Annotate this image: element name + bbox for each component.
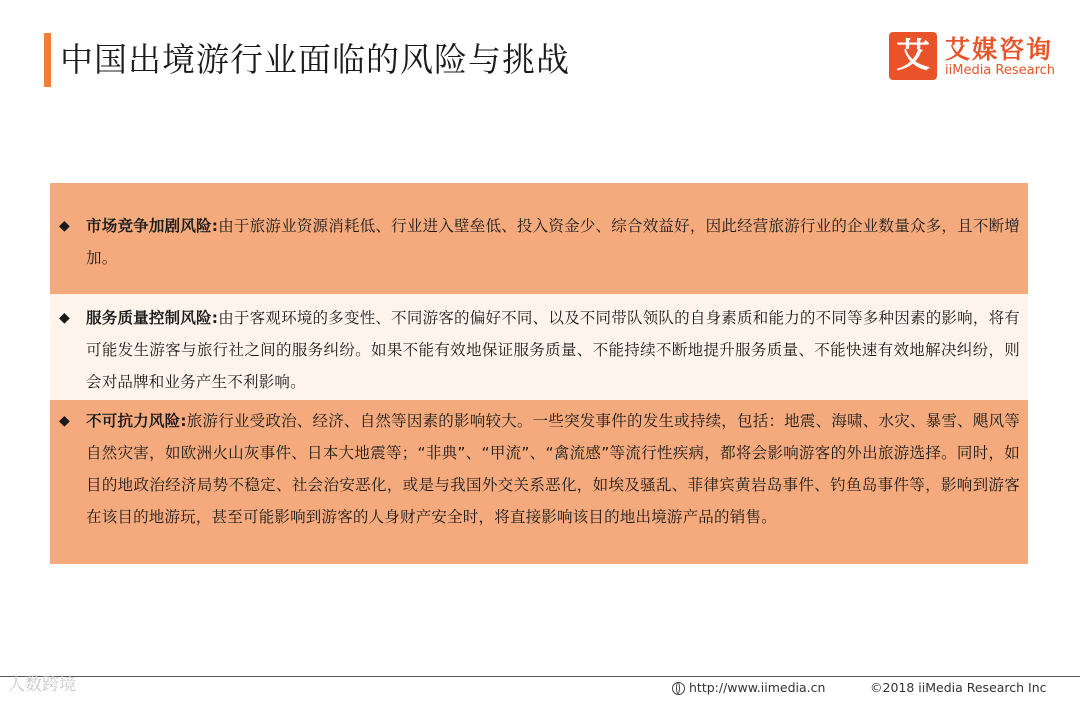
risk-item: [50, 302, 1028, 398]
watermark: 人数跨境: [8, 675, 76, 695]
risk-item: [50, 210, 1028, 274]
risk-label: 不可抗力风险:: [86, 412, 187, 430]
logo-name-en: iiMedia Research: [945, 63, 1056, 78]
risk-description: 由于旅游业资源消耗低、行业进入壁垒低、投入资金少、综合效益好，因此经营旅游行业的企业数量众多，且不断增加。: [86, 217, 1020, 267]
title-accent-bar: [44, 33, 51, 87]
footer-copyright: ©2018 iiMedia Research Inc: [870, 680, 1047, 695]
risk-label: 服务质量控制风险:: [86, 309, 219, 327]
footer-url[interactable]: [672, 680, 825, 695]
globe-icon: [672, 682, 685, 695]
footer-divider: [0, 676, 1080, 677]
risk-description: 旅游行业受政治、经济、自然等因素的影响较大。一些突发事件的发生或持续，包括：地震、海啸、水灾、暴雪、飓风等自然灾害，如欧洲火山灰事件、日本大地震等；“非典”、“甲流”、“禽流感”等流行性疾病，都将会影响游客的外出旅游选择。同时，如目的地政治经济局势不稳定、社会治安恶化，或是与我国外交关系恶化，如埃及骚乱、菲律宾黄岩岛事件、钓鱼岛事件等，影响到游客在该目的地游玩，甚至可能影响到游客的人身财产安全时，将直接影响该目的地出境游产品的销售。: [86, 412, 1020, 526]
logo-name-cn: 艾媒咨询: [945, 35, 1054, 64]
risk-text-block: [86, 405, 1020, 533]
diamond-bullet-icon: ◆: [59, 218, 70, 234]
risk-text-block: [86, 210, 1020, 274]
risk-panel-service-quality: [50, 294, 1028, 400]
risk-item: [50, 405, 1028, 533]
risk-description: 由于客观环境的多变性、不同游客的偏好不同、以及不同带队领队的自身素质和能力的不同等多种因素的影响，将有可能发生游客与旅行社之间的服务纠纷。如果不能有效地保证服务质量、不能持续不断地提升服务质量、不能快速有效地解决纠纷，则会对品牌和业务产生不利影响。: [86, 309, 1020, 391]
risk-panel-market-competition: [50, 183, 1028, 294]
diamond-bullet-icon: ◆: [59, 310, 70, 326]
iimedia-logo: [889, 32, 1064, 80]
risk-label: 市场竞争加剧风险:: [86, 217, 219, 235]
page-title: 中国出境游行业面临的风险与挑战: [60, 40, 570, 79]
risk-panel-force-majeure: [50, 400, 1028, 564]
logo-mark-icon: 艾: [889, 32, 937, 80]
diamond-bullet-icon: ◆: [59, 413, 70, 429]
risk-text-block: [86, 302, 1020, 398]
footer-url-text[interactable]: http://www.iimedia.cn: [689, 680, 826, 695]
